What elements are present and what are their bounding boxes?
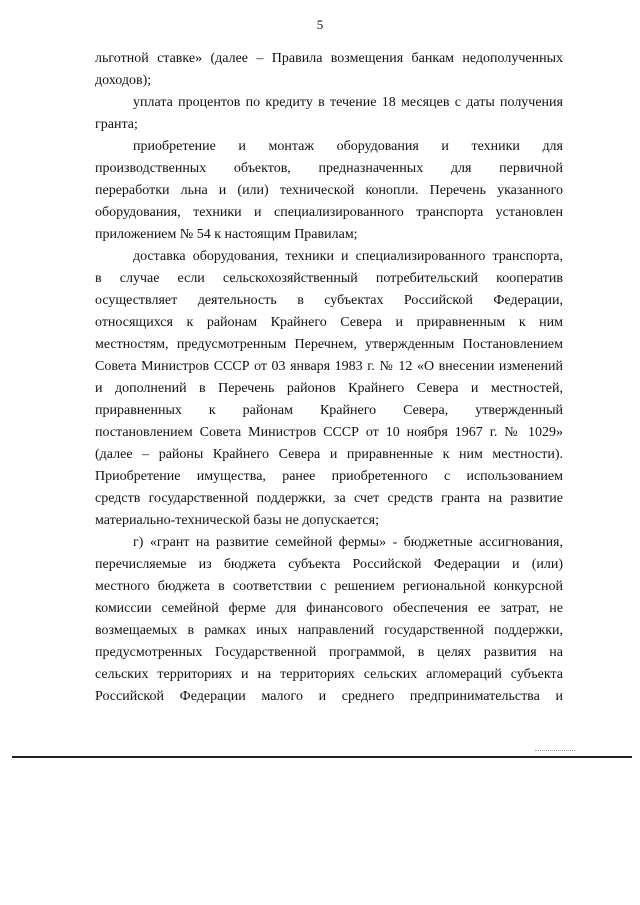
document-body bbox=[95, 48, 563, 708]
text-line: приложением № 54 к настоящим Правилам; bbox=[95, 227, 358, 242]
text-line: переработки льна и (или) технической конопли. Перечень указанного bbox=[95, 183, 563, 198]
paragraph-family-farm-grant bbox=[95, 532, 563, 708]
text-line: осуществляет деятельность в субъектах Российской Федерации, bbox=[95, 293, 563, 308]
text-line: доходов); bbox=[95, 73, 152, 88]
text-line: материально-технической базы не допускается; bbox=[95, 513, 379, 528]
paragraph-interest-payment bbox=[95, 92, 563, 136]
text-line: перечисляемые из бюджета субъекта Российской Федерации и (или) bbox=[95, 557, 563, 572]
text-line: средств государственной поддержки, за счет средств гранта на развитие bbox=[95, 491, 563, 506]
text-line: сельских территориях и на территориях сельских агломераций субъекта bbox=[95, 667, 563, 682]
text-line: относящихся к районам Крайнего Севера и приравненным к ним bbox=[95, 315, 563, 330]
text-line: предусмотренных Государственной программой, в целях развития на bbox=[95, 645, 563, 660]
text-line: г) «грант на развитие семейной фермы» - бюджетные ассигнования, bbox=[133, 535, 563, 550]
text-line: оборудования, техники и специализированного транспорта установлен bbox=[95, 205, 563, 220]
paragraph-equipment-purchase bbox=[95, 136, 563, 246]
page-divider bbox=[12, 756, 632, 758]
paragraph-preferential-rate bbox=[95, 48, 563, 92]
text-line: уплата процентов по кредиту в течение 18 месяцев с даты получения bbox=[133, 95, 563, 110]
text-line: производственных объектов, предназначенных для первичной bbox=[95, 161, 563, 176]
scan-mark bbox=[535, 750, 575, 752]
text-line: комиссии семейной ферме для финансового обеспечения ее затрат, не bbox=[95, 601, 563, 616]
text-line: постановлением Совета Министров СССР от 10 ноября 1967 г. № 1029» bbox=[95, 425, 563, 440]
paragraph-equipment-delivery bbox=[95, 246, 563, 532]
text-line: Российской Федерации малого и среднего предпринимательства и bbox=[95, 689, 563, 704]
text-line: Совета Министров СССР от 03 января 1983 г. № 12 «О внесении изменений bbox=[95, 359, 563, 374]
text-line: льготной ставке» (далее – Правила возмещения банкам недополученных bbox=[95, 51, 563, 66]
text-line: доставка оборудования, техники и специализированного транспорта, bbox=[133, 249, 563, 264]
text-line: Приобретение имущества, ранее приобретенного с использованием bbox=[95, 469, 563, 484]
page-number: 5 bbox=[316, 17, 324, 32]
text-line: местного бюджета в соответствии с решением региональной конкурсной bbox=[95, 579, 563, 594]
text-line: местностям, предусмотренным Перечнем, утвержденным Постановлением bbox=[95, 337, 563, 352]
text-line: приобретение и монтаж оборудования и техники для bbox=[133, 139, 563, 154]
text-line: и дополнений в Перечень районов Крайнего Севера и местностей, bbox=[95, 381, 563, 396]
text-line: гранта; bbox=[95, 117, 138, 132]
text-line: (далее – районы Крайнего Севера и приравненные к ним местности). bbox=[95, 447, 563, 462]
text-line: приравненных к районам Крайнего Севера, утвержденный bbox=[95, 403, 563, 418]
text-line: в случае если сельскохозяйственный потребительский кооператив bbox=[95, 271, 563, 286]
text-line: возмещаемых в рамках иных направлений государственной поддержки, bbox=[95, 623, 563, 638]
